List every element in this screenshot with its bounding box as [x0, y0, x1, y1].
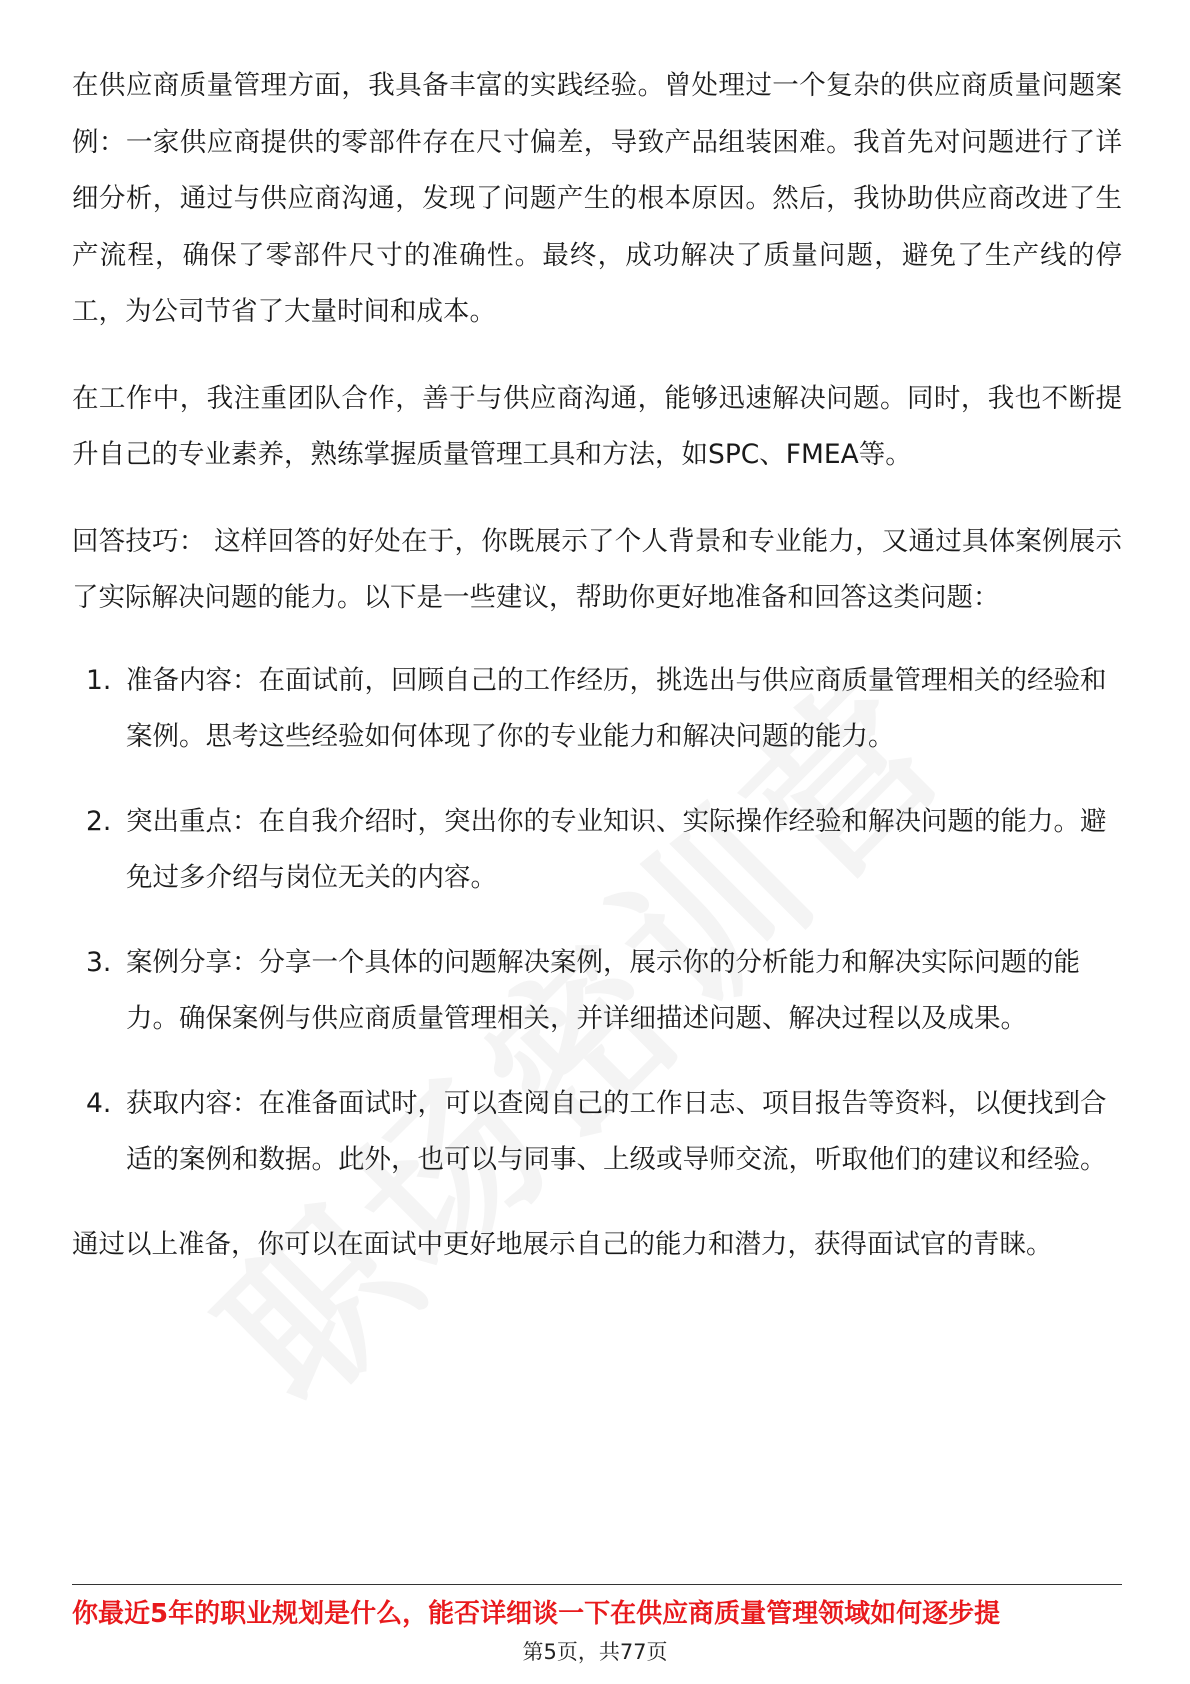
list-item [72, 1076, 1122, 1189]
list-item-text: 突出重点：在自我介绍时，突出你的专业知识、实际操作经验和解决问题的能力。避免过多介绍与岗位无关的内容。 [126, 805, 1107, 893]
list-item-text: 准备内容：在面试前，回顾自己的工作经历，挑选出与供应商质量管理相关的经验和案例。思考这些经验如何体现了你的专业能力和解决问题的能力。 [126, 664, 1107, 752]
tips-list [72, 653, 1122, 1189]
page-number: 第5页，共77页 [522, 1640, 668, 1664]
next-question-heading: 你最近5年的职业规划是什么，能否详细谈一下在供应商质量管理领域如何逐步提 [72, 1599, 1001, 1629]
list-item [72, 794, 1122, 907]
answer-tips-intro: 回答技巧： 这样回答的好处在于，你既展示了个人背景和专业能力，又通过具体案例展示了实际解决问题的能力。以下是一些建议，帮助你更好地准备和回答这类问题： [72, 525, 1122, 613]
list-item [72, 935, 1122, 1048]
list-item-number: 3. [86, 946, 112, 978]
list-item-number: 4. [86, 1087, 112, 1119]
list-item-text: 案例分享：分享一个具体的问题解决案例，展示你的分析能力和解决实际问题的能力。确保案例与供应商质量管理相关，并详细描述问题、解决过程以及成果。 [126, 946, 1080, 1034]
answer-paragraph-2: 在工作中，我注重团队合作，善于与供应商沟通，能够迅速解决问题。同时，我也不断提升自己的专业素养，熟练掌握质量管理工具和方法，如SPC、FMEA等。 [72, 382, 1122, 470]
section-divider [72, 1584, 1122, 1585]
document-body [72, 58, 1122, 1303]
list-item-number: 1. [86, 664, 112, 696]
closing-paragraph: 通过以上准备，你可以在面试中更好地展示自己的能力和潜力，获得面试官的青睐。 [72, 1228, 1053, 1260]
answer-paragraph-1: 在供应商质量管理方面，我具备丰富的实践经验。曾处理过一个复杂的供应商质量问题案例：一家供应商提供的零部件存在尺寸偏差，导致产品组装困难。我首先对问题进行了详细分析，通过与供应商沟通，发现了问题产生的根本原因。然后，我协助供应商改进了生产流程，确保了零部件尺寸的准确性。最终，成功解决了质量问题，避免了生产线的停工，为公司节省了大量时间和成本。 [72, 70, 1122, 327]
list-item-text: 获取内容：在准备面试时，可以查阅自己的工作日志、项目报告等资料，以便找到合适的案例和数据。此外，也可以与同事、上级或导师交流，听取他们的建议和经验。 [126, 1087, 1107, 1175]
list-item [72, 653, 1122, 766]
list-item-number: 2. [86, 805, 112, 837]
